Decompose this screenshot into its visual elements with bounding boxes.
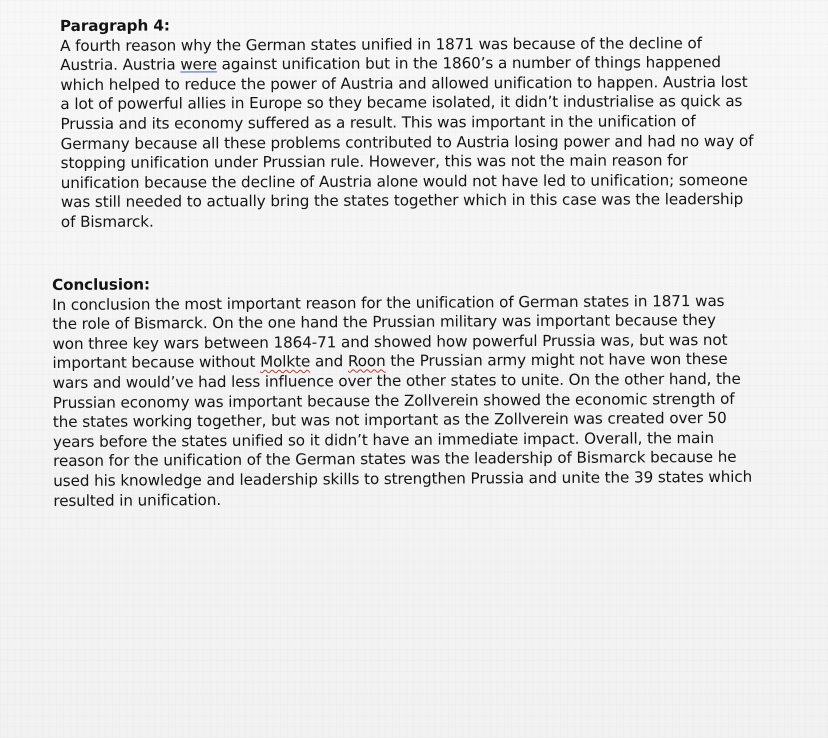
text-run: the Prussian army might not have won these <box>385 350 728 371</box>
conclusion-line: the role of Bismarck. On the one hand the Prussian military was important because they <box>52 311 716 334</box>
text-run: important because without <box>52 353 261 373</box>
paragraph-4-line: Prussia and its economy suffered as a result. This was important in the unification of <box>60 112 696 133</box>
conclusion-line: used his knowledge and leadership skills to strengthen Prussia and unite the 39 states which <box>53 467 753 490</box>
paragraph-4-line: a lot of powerful allies in Europe so they became isolated, it didn’t industrialise as quick as <box>60 92 743 114</box>
text-run: and <box>310 352 348 371</box>
conclusion-line: reason for the unification of the German states was the leadership of Bismarck because he <box>53 448 737 471</box>
conclusion <box>52 272 752 511</box>
conclusion-line: the states working together, but was not important as the Zollverein was created over 50 <box>52 409 727 432</box>
paragraph-4-line: was still needed to actually bring the states together which in this case was the leadership <box>60 190 744 212</box>
grammar-flagged-word: were <box>180 55 217 74</box>
conclusion-line: Prussian economy was important because the Zollverein showed the economic strength of <box>52 389 735 412</box>
conclusion-heading: Conclusion: <box>52 275 150 294</box>
paragraph-4-line: unification because the decline of Austria alone would not have led to unification; someone <box>60 170 748 192</box>
conclusion-line: wars and would’ve had less influence over the other states to unite. On the other hand, the <box>52 369 741 392</box>
conclusion-line: years before the states unified so it didn’t have an immediate impact. Overall, the main <box>52 428 715 451</box>
text-run: Austria. Austria <box>60 55 181 75</box>
paragraph-4-line: stopping unification under Prussian rule. However, this was not the main reason for <box>60 151 688 173</box>
paragraph-4-line: of Bismarck. <box>60 212 154 231</box>
paragraph-4-line: which helped to reduce the power of Austria and allowed unification to happen. Austria lost <box>60 72 748 94</box>
conclusion-line: In conclusion the most important reason for the unification of German states in 1871 was <box>52 291 725 314</box>
spelling-flagged-word: Roon <box>347 352 386 371</box>
conclusion-line: won three key wars between 1864-71 and showed how powerful Prussia was, but was not <box>52 330 728 353</box>
paragraph-4-line <box>60 53 753 76</box>
conclusion-line: resulted in unification. <box>53 490 222 510</box>
text-run: against unification but in the 1860’s a number of things happened <box>216 53 721 74</box>
paragraph-4-line: Germany because all these problems contributed to Austria losing power and had no way of <box>60 131 754 153</box>
paragraph-4-line: A fourth reason why the German states unified in 1871 was because of the decline of <box>60 33 702 55</box>
paragraph-4 <box>60 14 754 233</box>
spelling-flagged-word: Molkte <box>260 352 311 372</box>
paragraph-4-heading: Paragraph 4: <box>60 16 170 35</box>
